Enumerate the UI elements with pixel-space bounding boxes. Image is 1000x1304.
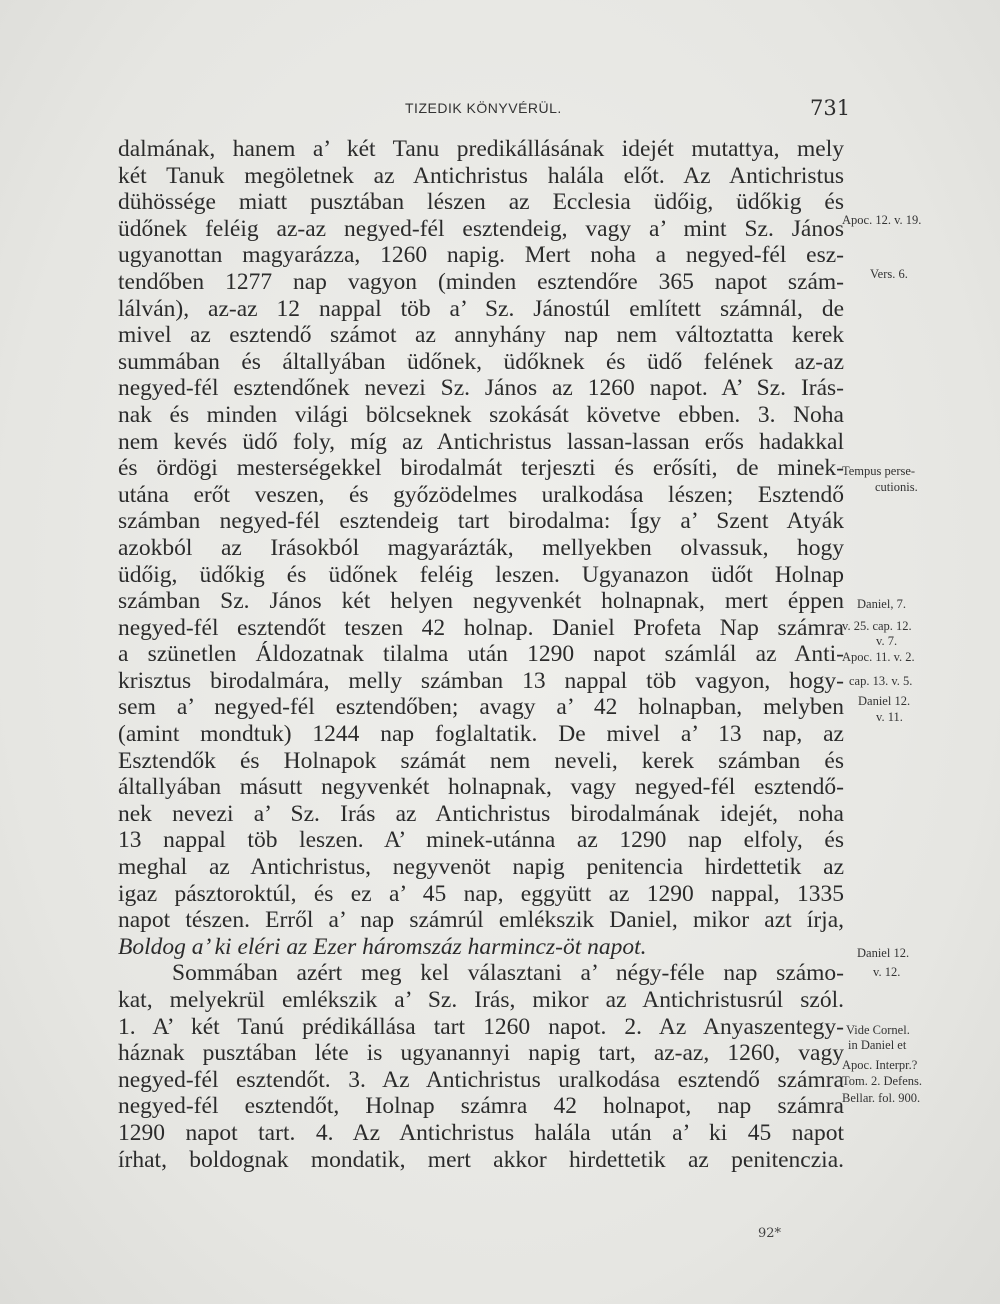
text-line: dühössége miatt pusztában lészen az Ecclesia üdőig, üdőkig és [118, 189, 844, 216]
margin-note: Vers. 6. [870, 267, 908, 281]
text-line: írhat, boldognak mondatik, mert akkor hirdettetik az penitenczia. [118, 1146, 844, 1173]
margin-note: in Daniel et [848, 1038, 907, 1052]
text-line: summában és általlyában üdőnek, üdőknek és üdő felének az-az [118, 348, 844, 375]
text-line: azokból az Irásokból magyarázták, mellyekben olvassuk, hogy [118, 534, 844, 561]
text-line: negyed-fél esztendőt teszen 42 holnap. Daniel Profeta Nap számra [118, 614, 844, 641]
text-line: napot tészen. Erről a’ nap számrúl emlékszik Daniel, mikor azt írja, [118, 907, 844, 934]
text-line: kat, melyekrül emlékszik a’ Sz. Irás, mikor az Antichristusrúl szól. [118, 987, 844, 1013]
text-line: tendőben 1277 nap vagyon (minden esztendőre 365 napot szám- [118, 268, 844, 295]
text-line: sem a’ negyed-fél esztendőben; avagy a’ 42 holnapban, melyben [118, 694, 844, 721]
margin-note: Daniel 12. [858, 694, 911, 708]
running-head: TIZEDIK KÖNYVÉRÜL. [405, 100, 562, 116]
text-line: (amint mondtuk) 1244 nap foglaltatik. De mivel a’ 13 nap, az [118, 721, 844, 748]
text-line: üdőig, üdőkig és üdőnek feléig leszen. Ugyanazon üdőt Holnap [118, 561, 844, 588]
margin-note: Tom. 2. Defens. [842, 1074, 923, 1088]
margin-note: Apoc. 11. v. 2. [842, 650, 915, 664]
text-line: háznak pusztában léte is ugyanannyi napig tart, az-az, 1260, vagy [118, 1040, 844, 1067]
margin-note: v. 7. [876, 634, 898, 648]
text-line: nek nevezi a’ Sz. Irás az Antichristus birodalmának idejét, noha [118, 800, 844, 827]
main-text [118, 136, 844, 1173]
text-line: nak és minden világi bölcseknek szokását követve ebben. 3. Noha [118, 401, 844, 428]
margin-note: v. 11. [876, 710, 903, 724]
printer-signature-mark: 92* [758, 1226, 782, 1241]
margin-note: cap. 13. v. 5. [849, 674, 913, 688]
text-line: Sommában azért meg kel választani a’ négy-féle nap számo- [172, 960, 844, 987]
text-line: általlyában másutt negyvenkét holnapnak, vagy negyed-fél esztendő- [118, 774, 844, 801]
text-line: negyed-fél esztendőt, Holnap számra 42 holnapot, nap számra [118, 1093, 844, 1120]
margin-note: Daniel 12. [857, 946, 910, 960]
text-line: igaz pásztoroktúl, és ez a’ 45 nap, eggyütt az 1290 nappal, 1335 [118, 880, 844, 907]
text-line: ugyanottan magyarázza, 1260 napig. Mert noha a negyed-fél esz- [118, 242, 844, 269]
margin-note: v. 25. cap. 12. [842, 619, 912, 633]
text-line: utána erőt veszen, és győzödelmes uralkodása lészen; Esztendő [118, 481, 844, 508]
margin-note: Tempus perse- [842, 464, 916, 478]
margin-note: Bellar. fol. 900. [842, 1091, 921, 1105]
text-line: negyed-fél esztendőnek nevezi Sz. János az 1260 napot. A’ Sz. Irás- [118, 375, 844, 402]
text-line: két Tanuk megöletnek az Antichristus halála előt. Az Antichristus [118, 162, 844, 189]
text-line: 1290 napot tart. 4. Az Antichristus halála után a’ ki 45 napot [118, 1119, 844, 1146]
text-line: 13 nappal töb leszen. A’ minek-utánna az 1290 nap elfoly, és [118, 827, 844, 854]
text-line: dalmának, hanem a’ két Tanu predikállásának idejét mutattya, mely [118, 136, 844, 162]
text-line: nem kevés üdő foly, míg az Antichristus lassan-lassan erős hadakkal [118, 428, 844, 455]
margin-note: Apoc. 12. v. 19. [842, 213, 922, 227]
text-line: a szünetlen Áldozatnak tilalma után 1290 napot számlál az Anti- [118, 641, 844, 668]
text-line: üdőnek feléig az-az negyed-fél esztendeig, vagy a’ mint Sz. János [118, 215, 844, 242]
margin-note: Daniel, 7. [857, 597, 906, 611]
text-line: negyed-fél esztendőt. 3. Az Antichristus uralkodása esztendő számra [118, 1066, 844, 1093]
text-line: mivel az esztendő számot az annyhány nap nem változtatta kerek [118, 322, 844, 349]
margin-note: Apoc. Interpr.? [842, 1058, 918, 1072]
text-line: számban Sz. János két helyen negyvenkét holnapnak, mert éppen [118, 588, 844, 615]
text-line: krisztus birodalmára, melly számban 13 nappal töb vagyon, hogy- [118, 667, 844, 694]
text-line: Esztendők és Holnapok számát nem neveli, kerek számban és [118, 747, 844, 774]
margin-note: v. 12. [873, 965, 901, 979]
text-line: számban negyed-fél esztendeig tart birodalma: Így a’ Szent Atyák [118, 508, 844, 535]
margin-note: Vide Cornel. [846, 1023, 910, 1037]
page-number: 731 [810, 96, 851, 120]
margin-note: cutionis. [875, 480, 918, 494]
text-line: meghal az Antichristus, negyvenöt napig penitencia hirdettetik az [118, 854, 844, 881]
text-line: lálván), az-az 12 nappal töb a’ Sz. Jánostúl említett számnál, de [118, 295, 844, 322]
text-line: és ördögi mesterségekkel birodalmát terjeszti és erősíti, de minek- [118, 455, 844, 482]
text-line-italic: Boldog a’ ki eléri az Ezer háromszáz harmincz-öt napot. [118, 933, 647, 960]
text-line: 1. A’ két Tanú prédikállása tart 1260 napot. 2. Az Anyaszentegy- [118, 1013, 844, 1040]
